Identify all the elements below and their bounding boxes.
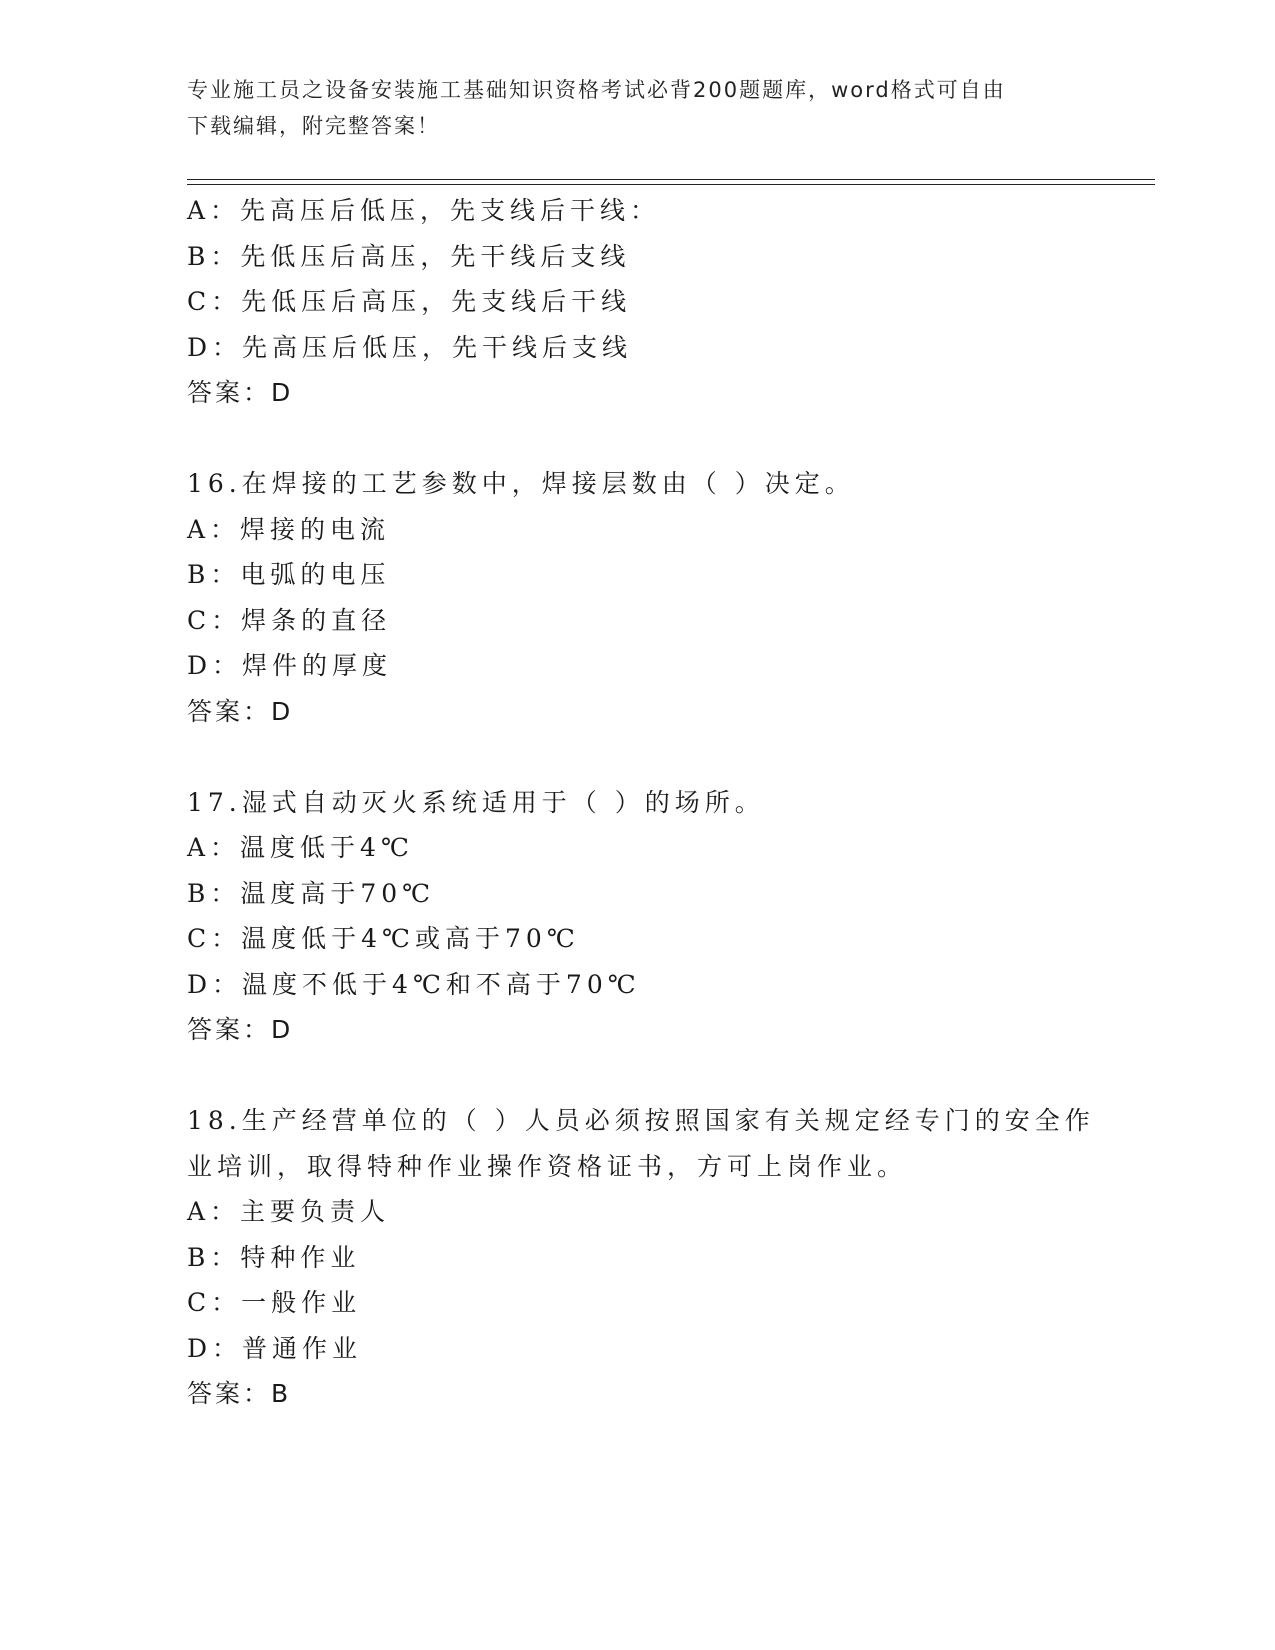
option-c: C：先低压后高压，先支线后干线 <box>187 287 632 316</box>
header-line-2: 下载编辑，附完整答案！ <box>187 114 440 138</box>
answer: 答案：D <box>187 1015 294 1044</box>
option-d: D：焊件的厚度 <box>187 651 393 680</box>
question-text: 17.湿式自动灭火系统适用于（ ）的场所。 <box>187 787 765 817</box>
header-rule-top <box>187 179 1155 180</box>
question-17 <box>187 780 1087 1053</box>
option-a: A：主要负责人 <box>187 1197 391 1226</box>
header-line-1: 专业施工员之设备安装施工基础知识资格考试必背200题题库，word格式可自由 <box>187 78 1006 102</box>
option-a: A：先高压后低压，先支线后干线： <box>187 196 661 225</box>
option-b: B：电弧的电压 <box>187 560 391 589</box>
question-list <box>187 188 1095 1417</box>
option-c: C：一般作业 <box>187 1288 362 1317</box>
spacer <box>187 1053 1087 1099</box>
question-18 <box>187 1098 1095 1417</box>
option-b: B：温度高于70℃ <box>187 878 436 908</box>
spacer <box>187 416 1087 462</box>
option-b: B：先低压后高压，先干线后支线 <box>187 241 631 271</box>
answer: 答案：B <box>187 1379 292 1408</box>
answer: 答案：D <box>187 378 294 407</box>
option-a: A：焊接的电流 <box>187 514 391 544</box>
spacer <box>187 734 1087 780</box>
option-c: C：焊条的直径 <box>187 605 392 635</box>
question-text-line-2: 业培训，取得特种作业操作资格证书，方可上岗作业。 <box>187 1151 908 1181</box>
question-15 <box>187 188 1087 416</box>
option-c: C：温度低于4℃或高于70℃ <box>187 924 580 953</box>
option-a: A：温度低于4℃ <box>187 833 414 862</box>
option-b: B：特种作业 <box>187 1242 361 1272</box>
answer: 答案：D <box>187 696 294 726</box>
option-d: D：温度不低于4℃和不高于70℃ <box>187 969 641 999</box>
document-header <box>187 72 1067 144</box>
option-d: D：普通作业 <box>187 1333 363 1363</box>
option-d: D：先高压后低压，先干线后支线 <box>187 332 633 362</box>
question-text: 16.在焊接的工艺参数中，焊接层数由（ ）决定。 <box>187 469 855 498</box>
question-text-line-1: 18.生产经营单位的（ ）人员必须按照国家有关规定经专门的安全作 <box>187 1106 1095 1135</box>
header-rule-bottom <box>187 184 1155 185</box>
question-16 <box>187 461 1087 734</box>
